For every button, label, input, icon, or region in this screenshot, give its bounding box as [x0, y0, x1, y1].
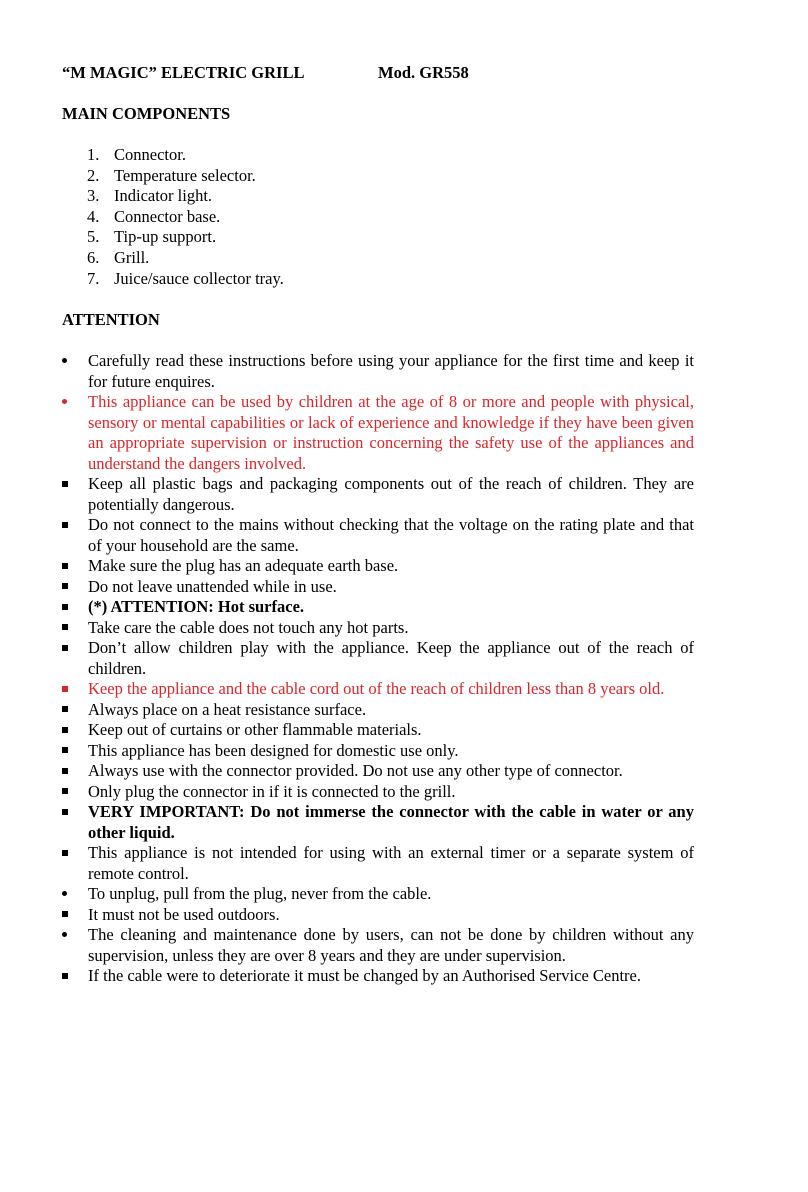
- component-item: [62, 207, 284, 228]
- attention-item-very-important: [62, 802, 694, 843]
- component-number: 2.: [87, 165, 100, 185]
- attention-item: [62, 577, 694, 598]
- attention-text: VERY IMPORTANT: Do not immerse the connector with the cable in water or any other liquid.: [88, 802, 694, 842]
- square-bullet-icon: [62, 618, 72, 639]
- attention-item: [62, 884, 694, 905]
- attention-text: Don’t allow children play with the appliance. Keep the appliance out of the reach of children.: [88, 638, 694, 678]
- round-bullet-icon: [62, 351, 72, 372]
- square-bullet-icon: [62, 966, 72, 987]
- component-number: 3.: [87, 186, 100, 206]
- attention-text: Do not connect to the mains without checking that the voltage on the rating plate and that of your household are the same.: [88, 515, 694, 555]
- attention-item: [62, 843, 694, 884]
- attention-item: [62, 761, 694, 782]
- square-bullet-icon: [62, 474, 72, 495]
- attention-text: Always place on a heat resistance surface.: [88, 699, 367, 719]
- attention-text: Always use with the connector provided. Do not use any other type of connector.: [88, 761, 623, 780]
- document-title-line: [62, 63, 469, 84]
- attention-text: The cleaning and maintenance done by users, can not be done by children without any supervision, unless they are over 8 years and they are under supervision.: [88, 925, 694, 965]
- component-item: [62, 227, 284, 248]
- attention-item: [62, 638, 694, 679]
- component-text: Indicator light.: [114, 186, 213, 206]
- attention-text: This appliance can be used by children at the age of 8 or more and people with physical, sensory or mental capabilities or lack of experience and knowledge if they have been given an appropriate supervision or instruction concerning the safety use of the appliances and understand the dangers involved.: [88, 392, 694, 473]
- attention-text: To unplug, pull from the plug, never from the cable.: [88, 884, 432, 903]
- attention-item: [62, 351, 694, 392]
- attention-item: [62, 905, 694, 926]
- attention-text: Keep all plastic bags and packaging components out of the reach of children. They are potentially dangerous.: [88, 474, 694, 514]
- attention-text: Do not leave unattended while in use.: [88, 576, 337, 596]
- component-text: Juice/sauce collector tray.: [114, 268, 284, 288]
- main-components-heading: MAIN COMPONENTS: [62, 104, 231, 123]
- attention-item-warning: [62, 392, 694, 474]
- attention-heading: ATTENTION: [62, 310, 160, 329]
- attention-text: This appliance has been designed for domestic use only.: [88, 740, 459, 760]
- attention-item: [62, 474, 694, 515]
- attention-text: Keep the appliance and the cable cord out of the reach of children less than 8 years old.: [88, 679, 665, 698]
- attention-item: [62, 782, 694, 803]
- square-bullet-icon: [62, 741, 72, 762]
- component-item: [62, 166, 284, 187]
- attention-text: Keep out of curtains or other flammable materials.: [88, 720, 422, 739]
- square-bullet-icon: [62, 556, 72, 577]
- square-bullet-icon: [62, 761, 72, 782]
- components-list: [62, 145, 284, 289]
- model-number: Mod. GR558: [378, 63, 469, 82]
- component-text: Tip-up support.: [114, 227, 217, 247]
- attention-item: [62, 966, 694, 987]
- square-bullet-icon: [62, 700, 72, 721]
- component-number: 4.: [87, 206, 100, 226]
- component-item: [62, 145, 284, 166]
- product-title: “M MAGIC” ELECTRIC GRILL: [62, 63, 305, 82]
- component-number: 5.: [87, 227, 100, 247]
- attention-item: [62, 700, 694, 721]
- round-bullet-icon: [62, 392, 72, 413]
- square-bullet-icon: [62, 577, 72, 598]
- component-number: 7.: [87, 268, 100, 288]
- component-number: 6.: [87, 247, 100, 267]
- component-number: 1.: [87, 145, 100, 164]
- attention-text: It must not be used outdoors.: [88, 904, 280, 924]
- attention-text: If the cable were to deteriorate it must be changed by an Authorised Service Centre.: [88, 966, 641, 985]
- attention-text: Make sure the plug has an adequate earth base.: [88, 556, 399, 575]
- square-bullet-icon: [62, 802, 72, 823]
- square-bullet-icon: [62, 638, 72, 659]
- square-bullet-icon: [62, 679, 72, 700]
- attention-item: [62, 618, 694, 639]
- component-text: Connector base.: [114, 206, 221, 226]
- component-text: Connector.: [114, 145, 186, 164]
- attention-text: Only plug the connector in if it is connected to the grill.: [88, 781, 456, 801]
- component-item: [62, 248, 284, 269]
- attention-text: (*) ATTENTION: Hot surface.: [88, 597, 305, 616]
- attention-item: [62, 515, 694, 556]
- square-bullet-icon: [62, 515, 72, 536]
- square-bullet-icon: [62, 905, 72, 926]
- component-item: [62, 269, 284, 290]
- square-bullet-icon: [62, 597, 72, 618]
- attention-text: Carefully read these instructions before using your appliance for the first time and keep it for future enquires.: [88, 351, 694, 391]
- attention-item: [62, 925, 694, 966]
- round-bullet-icon: [62, 925, 72, 946]
- attention-text: This appliance is not intended for using with an external timer or a separate system of remote control.: [88, 843, 694, 883]
- square-bullet-icon: [62, 720, 72, 741]
- attention-item-hot-surface: [62, 597, 694, 618]
- square-bullet-icon: [62, 782, 72, 803]
- attention-item: [62, 556, 694, 577]
- attention-text: Take care the cable does not touch any hot parts.: [88, 617, 409, 637]
- component-item: [62, 186, 284, 207]
- attention-item: [62, 741, 694, 762]
- component-text: Temperature selector.: [114, 165, 256, 185]
- round-bullet-icon: [62, 884, 72, 905]
- square-bullet-icon: [62, 843, 72, 864]
- attention-list: [62, 351, 694, 987]
- component-text: Grill.: [114, 247, 150, 267]
- attention-item-warning: [62, 679, 694, 700]
- attention-item: [62, 720, 694, 741]
